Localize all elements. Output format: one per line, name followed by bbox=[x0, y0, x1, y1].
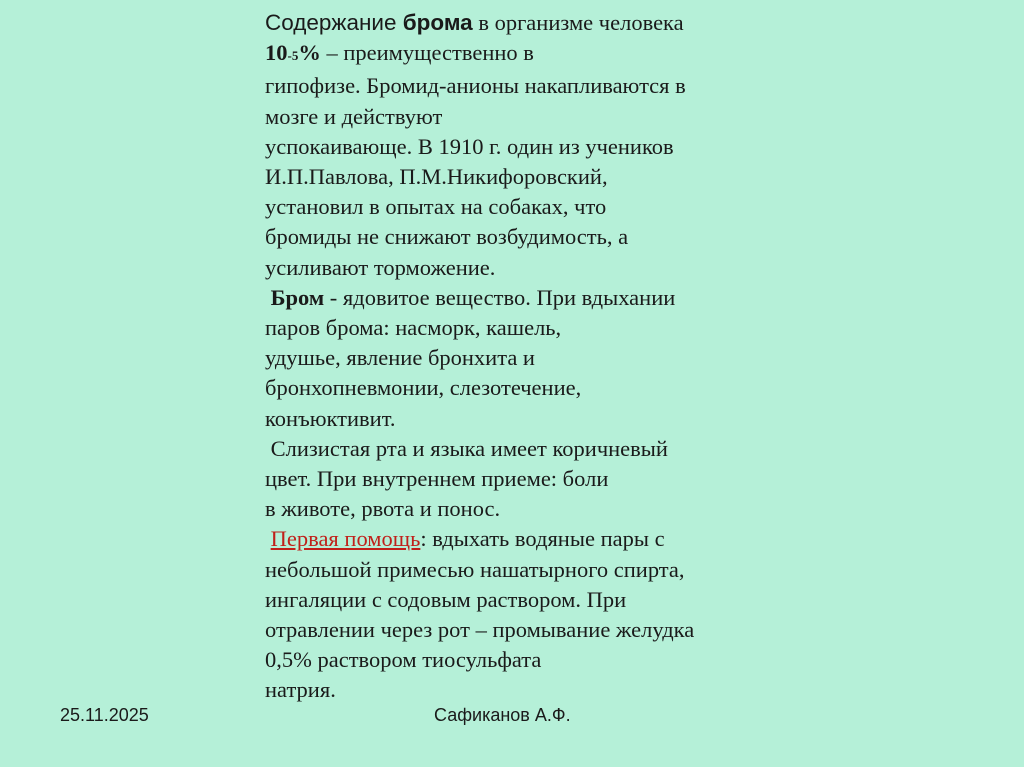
text-line: 0,5% раствором тиосульфата bbox=[265, 647, 542, 673]
text-line bbox=[265, 524, 805, 554]
text-run: Содержание bbox=[265, 10, 403, 35]
text-line: ингаляции с содовым раствором. При bbox=[265, 586, 627, 612]
bold-term-brom: Бром bbox=[265, 284, 325, 310]
text-line: успокаивающе. В 1910 г. один из учеников bbox=[265, 133, 674, 159]
text-line: в животе, рвота и понос. bbox=[265, 496, 501, 522]
bold-term-brom: брома bbox=[402, 10, 473, 35]
text-run: в организме человека bbox=[472, 10, 684, 35]
text-line bbox=[265, 8, 805, 38]
text-line: гипофизе. Бромид-анионы накапливаются в bbox=[265, 73, 686, 99]
footer-author: Сафиканов А.Ф. bbox=[434, 705, 571, 725]
text-line: бронхопневмонии, слезотечение, bbox=[265, 375, 582, 401]
text-line: цвет. При внутреннем приеме: боли bbox=[265, 466, 609, 492]
percent-sign: % bbox=[298, 40, 321, 66]
text-line bbox=[265, 283, 805, 313]
text-line: паров брома: насморк, кашель, bbox=[265, 315, 562, 341]
text-line: бромиды не снижают возбудимость, а bbox=[265, 224, 629, 250]
text-line: Слизистая рта и языка имеет коричневый bbox=[265, 435, 668, 461]
text-line: натрия. bbox=[265, 677, 336, 703]
concentration-base: 10 bbox=[265, 40, 288, 66]
text-line: отравлении через рот – промывание желудка bbox=[265, 617, 695, 643]
slide-body-text bbox=[265, 8, 805, 706]
text-run: : вдыхать водяные пары с bbox=[420, 526, 665, 552]
text-line bbox=[265, 38, 805, 71]
text-line: конъюктивит. bbox=[265, 405, 396, 431]
concentration-exponent: -5 bbox=[287, 48, 299, 64]
text-run: - ядовитое вещество. При вдыхании bbox=[324, 284, 676, 310]
first-aid-link[interactable]: Первая помощь bbox=[270, 526, 421, 552]
text-line: И.П.Павлова, П.М.Никифоровский, bbox=[265, 164, 608, 190]
text-line: мозге и действуют bbox=[265, 103, 443, 129]
footer-date: 25.11.2025 bbox=[60, 705, 149, 725]
text-line: удушье, явление бронхита и bbox=[265, 345, 535, 371]
text-line: небольшой примесью нашатырного спирта, bbox=[265, 556, 685, 582]
text-line: установил в опытах на собаках, что bbox=[265, 194, 607, 220]
text-line: усиливают торможение. bbox=[265, 254, 496, 280]
text-run: – преимущественно в bbox=[320, 40, 534, 66]
